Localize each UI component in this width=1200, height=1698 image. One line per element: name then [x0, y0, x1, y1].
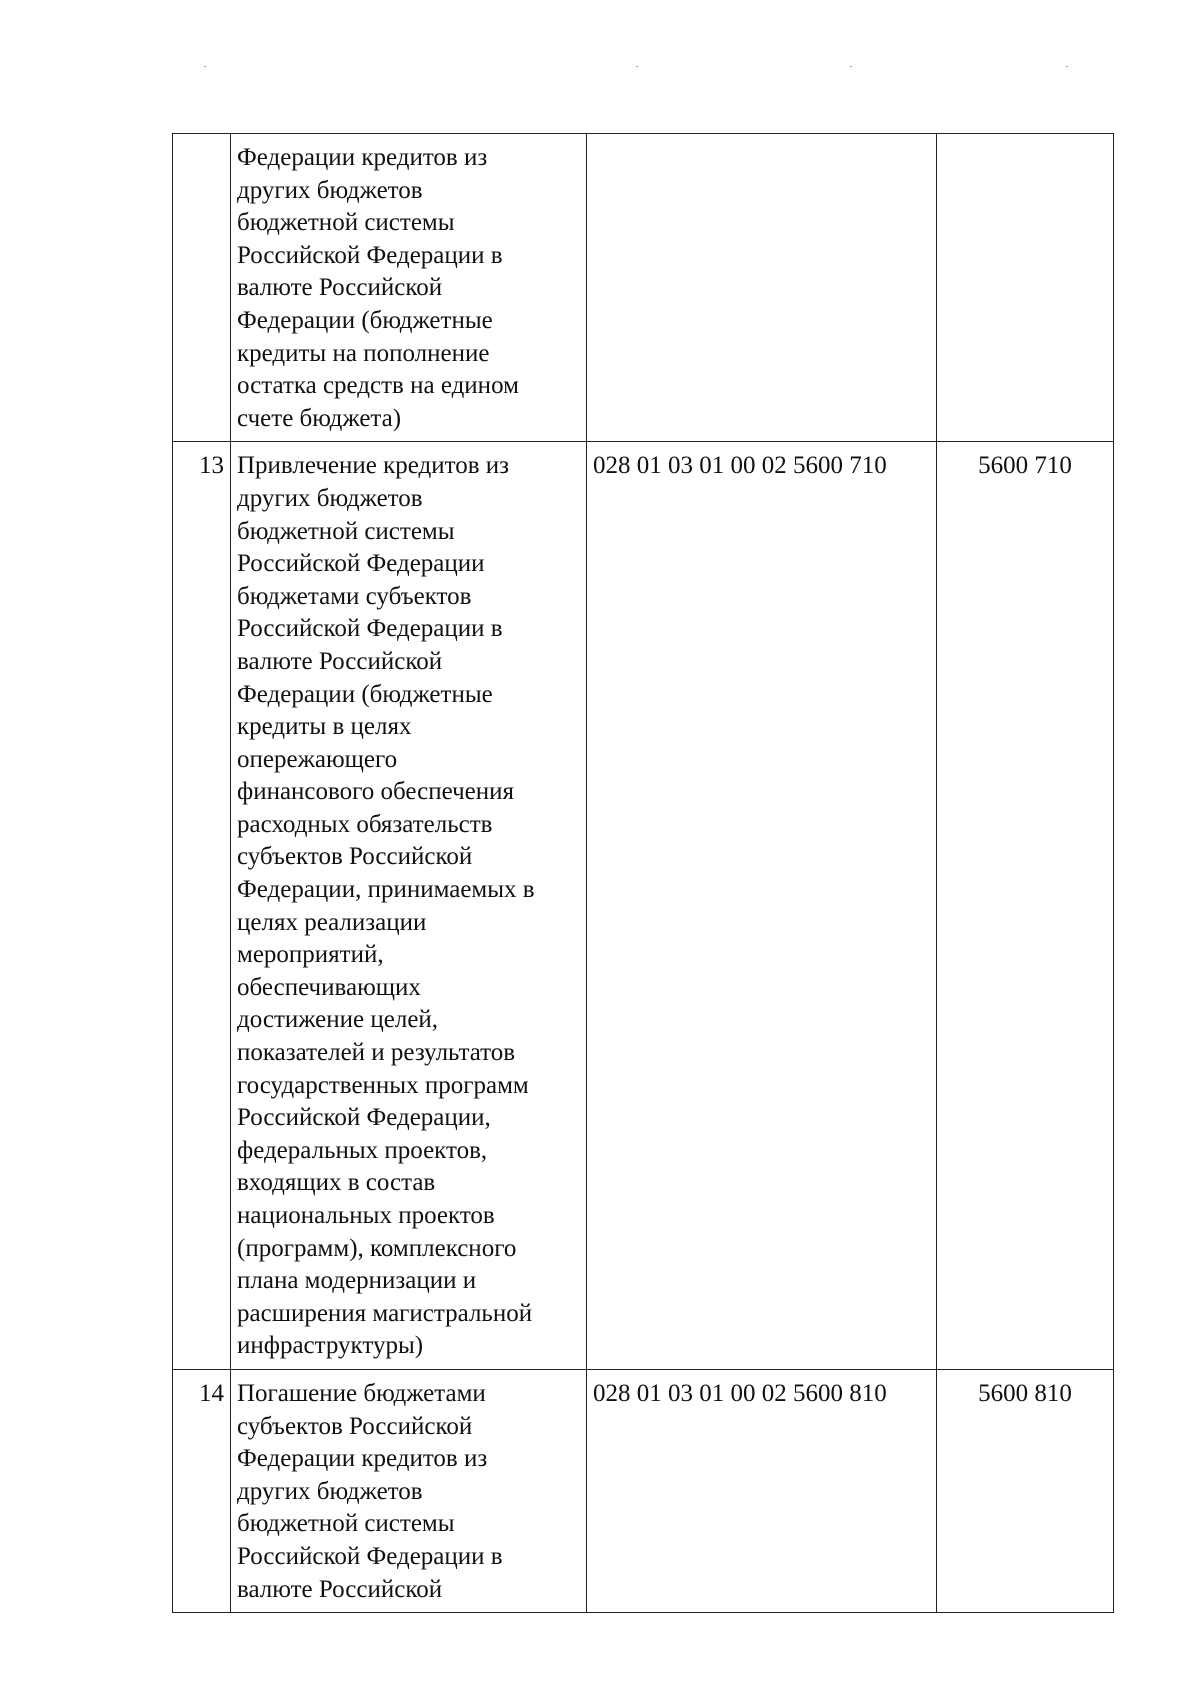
description-cell: [231, 1369, 587, 1612]
description-line: Федерации (бюджетные: [237, 680, 493, 708]
description-line: мероприятий,: [237, 941, 384, 969]
description-line: национальных проектов: [237, 1202, 495, 1229]
description-line: Российской Федерации в: [237, 615, 503, 643]
description-line: других бюджетов: [237, 484, 423, 512]
description-line: других бюджетов: [237, 176, 423, 204]
description-line: бюджетной системы: [237, 1510, 455, 1538]
description-cell: [231, 134, 587, 442]
budget-codes-table: [172, 133, 1114, 1613]
description-line: кредиты в целях: [237, 713, 412, 741]
description-line: бюджетной системы: [237, 517, 455, 545]
description-line: счете бюджета): [237, 404, 402, 432]
description-line: плана модернизации и: [237, 1267, 477, 1295]
description-line: бюджетной системы: [237, 209, 455, 237]
budget-code-cell: [587, 134, 937, 442]
description-line: показателей и результатов: [237, 1039, 516, 1067]
description-line: Федерации (бюджетные: [237, 306, 493, 334]
description-line: субъектов Российской: [237, 1412, 473, 1440]
description-line: опережающего: [237, 745, 398, 773]
description-line: Федерации кредитов из: [237, 144, 488, 171]
table-row: [173, 442, 1114, 1370]
description-line: Федерации кредитов из: [237, 1445, 488, 1473]
description-line: валюте Российской: [237, 647, 443, 675]
row-number-cell: [173, 134, 231, 442]
description-line: Российской Федерации в: [237, 1542, 503, 1570]
table-body: [173, 134, 1114, 1613]
description-line: государственных программ: [237, 1071, 529, 1099]
description-line: валюте Российской: [237, 274, 443, 302]
description-line: кредиты на пополнение: [237, 339, 490, 367]
description-line: Российской Федерации в: [237, 241, 503, 269]
description-line: бюджетами субъектов: [237, 582, 472, 610]
table-row: [173, 1369, 1114, 1612]
scan-speck: [636, 66, 638, 67]
description-line: достижение целей,: [237, 1006, 439, 1034]
description-line: (программ), комплексного: [237, 1234, 517, 1262]
short-code-cell: 5600 810: [937, 1369, 1114, 1612]
description-line: Привлечение кредитов из: [237, 452, 510, 480]
description-line: валюте Российской: [237, 1575, 443, 1603]
budget-code-cell: 028 01 03 01 00 02 5600 810: [587, 1369, 937, 1612]
scan-speck: [204, 66, 206, 67]
description-line: субъектов Российской: [237, 843, 473, 871]
description-line: финансового обеспечения: [237, 778, 515, 806]
description-line: Погашение бюджетами: [237, 1379, 486, 1407]
description-line: расширения магистральной: [237, 1299, 533, 1327]
budget-code-cell: 028 01 03 01 00 02 5600 710: [587, 442, 937, 1370]
description-line: инфраструктуры): [237, 1332, 424, 1360]
table-row: [173, 134, 1114, 442]
description-line: целях реализации: [237, 908, 427, 936]
description-line: входящих в состав: [237, 1169, 436, 1197]
scan-speck: [850, 66, 852, 67]
description-line: остатка средств на едином: [237, 372, 519, 400]
description-line: Российской Федерации,: [237, 1104, 491, 1132]
description-line: обеспечивающих: [237, 973, 421, 1001]
row-number-cell: 14: [173, 1369, 231, 1612]
short-code-cell: [937, 134, 1114, 442]
row-number-cell: 13: [173, 442, 231, 1370]
description-line: федеральных проектов,: [237, 1136, 488, 1164]
short-code-cell: 5600 710: [937, 442, 1114, 1370]
description-line: расходных обязательств: [237, 810, 493, 838]
description-line: других бюджетов: [237, 1477, 423, 1505]
description-line: Российской Федерации: [237, 550, 485, 578]
description-line: Федерации, принимаемых в: [237, 876, 535, 904]
scan-speck: [1066, 66, 1068, 67]
description-cell: [231, 442, 587, 1370]
